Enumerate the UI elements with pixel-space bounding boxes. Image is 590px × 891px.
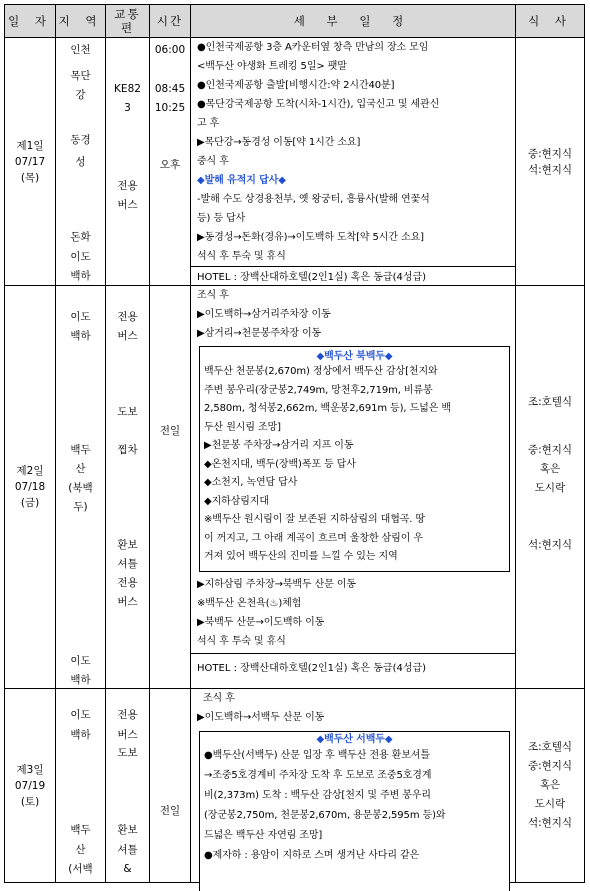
schedule-line: 2,580m, 청석봉2,662m, 백운봉2,691m 등), 드넓은 백 bbox=[204, 403, 451, 414]
schedule-line: 거져 있어 백두산의 진미를 느낄 수 있는 지역 bbox=[204, 551, 398, 562]
region-text: 이도 bbox=[70, 251, 91, 263]
transport-text: 도보 bbox=[117, 747, 138, 759]
header-transport: 교통편 bbox=[106, 5, 150, 38]
region-text: (북백 bbox=[68, 482, 93, 494]
schedule-line: 두산 원시림 조망] bbox=[204, 421, 281, 433]
time-text: 06:00 bbox=[154, 44, 186, 56]
west-baekdu-box bbox=[199, 731, 510, 891]
header-schedule: 세 부 일 정 bbox=[191, 5, 516, 38]
transport-text: 전용 bbox=[117, 577, 138, 589]
schedule-line: 등) 등 답사 bbox=[197, 213, 246, 224]
header-time: 시간 bbox=[150, 5, 191, 38]
divider bbox=[191, 653, 515, 654]
transport-text: 셔틀 bbox=[117, 844, 138, 856]
schedule-line: ◆온천지대, 백두(장백)폭포 등 답사 bbox=[204, 458, 356, 470]
meal-text: 혹은 bbox=[539, 779, 561, 791]
itinerary-table bbox=[4, 4, 585, 883]
day2-region bbox=[56, 286, 106, 689]
transport-text: 전용 bbox=[117, 709, 138, 721]
region-text: 백두 bbox=[70, 444, 91, 456]
transport-text: 찝차 bbox=[117, 444, 138, 456]
time-text: 오후 bbox=[159, 159, 181, 171]
header-date: 일 자 bbox=[5, 5, 56, 38]
schedule-line: 이 꺼지고, 그 아래 계곡이 흐르며 울창한 삼림이 우 bbox=[204, 532, 423, 544]
schedule-line: ※백두산 원시림이 잘 보존된 지하삼림의 대협곡. 땅 bbox=[204, 514, 426, 525]
schedule-line: 주변 봉우리(장군봉2,749m, 망천후2,719m, 비류봉 bbox=[204, 384, 433, 396]
schedule-line: ●목단강국제공항 도착(시차-1시간), 입국신고 및 세관신 bbox=[197, 99, 440, 110]
region-text: 강 bbox=[75, 89, 86, 101]
meal-text: 조:호텔식 bbox=[527, 396, 573, 408]
transport-text: 도보 bbox=[117, 406, 138, 418]
header-region: 지 역 bbox=[56, 5, 106, 38]
day3-time bbox=[150, 689, 191, 883]
day3-meals bbox=[516, 689, 585, 883]
day1-weekday-label: (목) bbox=[20, 171, 40, 184]
schedule-line: <백두산 야생화 트레킹 5일> 팻말 bbox=[197, 61, 347, 72]
transport-text: & bbox=[123, 863, 132, 875]
transport-text: 환보 bbox=[117, 824, 138, 836]
day1-transport bbox=[106, 38, 150, 286]
time-text: 08:45 bbox=[154, 83, 186, 95]
day1-region bbox=[56, 38, 106, 286]
day3-schedule bbox=[191, 689, 516, 883]
day2-transport bbox=[106, 286, 150, 689]
region-text: 목단 bbox=[70, 70, 91, 82]
schedule-line: ◆소천지, 녹연담 답사 bbox=[204, 477, 298, 488]
hotel-info: HOTEL : 장백산대하호텔(2인1실) 혹은 동급(4성급) bbox=[197, 663, 427, 674]
region-text: 산 bbox=[75, 463, 86, 475]
north-baekdu-box bbox=[199, 346, 510, 572]
day1-time bbox=[150, 38, 191, 286]
schedule-line: ▶동경성→돈화(경유)→이도백하 도착[약 5시간 소요] bbox=[197, 232, 424, 243]
schedule-line: ●인천국제공항 3층 A카운터옆 창측 만남의 장소 모임 bbox=[197, 42, 429, 53]
schedule-line: ▶이도백하→삼거리주차장 이동 bbox=[197, 309, 331, 320]
schedule-line: 석식 후 투숙 및 휴식 bbox=[197, 636, 286, 647]
day3-date bbox=[5, 689, 56, 883]
divider bbox=[191, 266, 515, 267]
region-text: 동경 bbox=[70, 134, 91, 146]
schedule-line: -발해 수도 상경용천부, 옛 왕궁터, 흥륭사(발해 연꽃석 bbox=[197, 194, 430, 205]
schedule-line: 고 후 bbox=[197, 118, 220, 129]
meal-text: 도시락 bbox=[534, 798, 566, 810]
schedule-line: ※백두산 온천욕(♨)체험 bbox=[197, 598, 302, 609]
day2-date bbox=[5, 286, 56, 689]
meal-text: 석:현지식 bbox=[527, 817, 573, 829]
day1-date-label: 07/17 bbox=[14, 155, 46, 168]
day2-day-label: 제2일 bbox=[16, 465, 44, 477]
transport-text: 버스 bbox=[117, 199, 138, 211]
schedule-line: ◆지하삼림지대 bbox=[204, 495, 269, 507]
meal-text: 중:현지식 bbox=[527, 147, 573, 160]
transport-text: 전용 bbox=[117, 311, 138, 323]
transport-text: 버스 bbox=[117, 330, 138, 342]
day3-region bbox=[56, 689, 106, 883]
day3-weekday-label: (토) bbox=[20, 795, 40, 808]
time-text: 전일 bbox=[159, 425, 181, 437]
meal-text: 중:현지식 bbox=[527, 760, 573, 772]
schedule-line: 조식 후 bbox=[203, 693, 235, 704]
transport-text: 환보 bbox=[117, 539, 138, 551]
day2-schedule bbox=[191, 286, 516, 689]
schedule-line: 조식 후 bbox=[197, 290, 229, 301]
day1-day-label: 제1일 bbox=[16, 139, 44, 152]
schedule-line: ▶천문봉 주차장→삼거리 지프 이동 bbox=[204, 440, 354, 451]
schedule-line: 비(2,373m) 도착 : 백두산 감상[천지 및 주변 봉우리 bbox=[204, 790, 431, 801]
region-text: 백하 bbox=[70, 729, 91, 741]
meal-text: 도시락 bbox=[534, 482, 566, 494]
meal-text: 석:현지식 bbox=[527, 163, 573, 176]
schedule-line: ▶목단강→동경성 이동[약 1시간 소요] bbox=[197, 137, 361, 148]
region-text: 백하 bbox=[70, 270, 91, 282]
region-text: 돈화 bbox=[70, 231, 91, 243]
meal-text: 석:현지식 bbox=[527, 539, 573, 551]
hotel-info: HOTEL : 장백산대하호텔(2인1실) 혹은 동급(4성급) bbox=[197, 272, 427, 283]
region-text: 이도 bbox=[70, 709, 91, 721]
region-text: 이도 bbox=[70, 311, 91, 323]
region-text: (서백 bbox=[68, 863, 93, 875]
day2-date-label: 07/18 bbox=[14, 481, 46, 493]
day3-day-label: 제3일 bbox=[16, 763, 44, 776]
schedule-line: ●백두산(서백두) 산문 입장 후 백두산 전용 환보셔틀 bbox=[204, 750, 430, 761]
region-text: 백두 bbox=[70, 824, 91, 836]
schedule-line: ▶지하삼림 주차장→북백두 산문 이동 bbox=[197, 579, 356, 590]
region-text: 백하 bbox=[70, 330, 91, 342]
section-heading: ◆발해 유적지 답사◆ bbox=[197, 175, 286, 186]
time-text: 전일 bbox=[159, 805, 181, 817]
day1-date bbox=[5, 38, 56, 286]
transport-text: 전용 bbox=[117, 180, 138, 192]
schedule-line: →조중5호경계비 주차장 도착 후 도보로 조중5호경계 bbox=[204, 770, 432, 781]
meal-text: 혹은 bbox=[539, 463, 561, 475]
schedule-line: ●제자하 : 용암이 지하로 스며 생겨난 사다리 같은 bbox=[204, 850, 420, 861]
schedule-line: (장군봉2,750m, 천문봉2,670m, 용문봉2,595m 등)와 bbox=[204, 810, 446, 821]
day1-schedule bbox=[191, 38, 516, 286]
transport-text: 버스 bbox=[117, 729, 138, 741]
schedule-line: 드넓은 백두산 자연림 조망] bbox=[204, 830, 323, 841]
region-text: 인천 bbox=[70, 44, 91, 56]
region-text: 성 bbox=[75, 156, 86, 168]
transport-text: 버스 bbox=[117, 596, 138, 608]
meal-text: 중:현지식 bbox=[527, 444, 573, 456]
region-text: 백하 bbox=[70, 674, 91, 686]
flight-number: 3 bbox=[124, 102, 131, 114]
schedule-line: 석식 후 투숙 및 휴식 bbox=[197, 251, 286, 262]
transport-text: 셔틀 bbox=[117, 558, 138, 570]
schedule-line: ▶북백두 산문→이도백하 이동 bbox=[197, 617, 325, 628]
schedule-line: ▶이도백하→서백두 산문 이동 bbox=[197, 712, 325, 723]
day2-time bbox=[150, 286, 191, 689]
region-text: 이도 bbox=[70, 655, 91, 667]
schedule-line: ●인천국제공항 출발[비행시간:약 2시간40분] bbox=[197, 80, 395, 91]
flight-number: KE82 bbox=[114, 83, 141, 95]
region-text: 두) bbox=[73, 501, 88, 513]
schedule-line: ▶삼거리→천문봉주차장 이동 bbox=[197, 328, 322, 339]
day2-meals bbox=[516, 286, 585, 689]
time-text: 10:25 bbox=[154, 102, 186, 114]
day2-weekday-label: (금) bbox=[20, 497, 40, 509]
day3-transport bbox=[106, 689, 150, 883]
header-meal: 식 사 bbox=[516, 5, 585, 38]
section-heading: ◆백두산 북백두◆ bbox=[316, 351, 393, 362]
meal-text: 조:호텔식 bbox=[527, 741, 573, 753]
schedule-line: 중식 후 bbox=[197, 156, 229, 167]
section-heading: ◆백두산 서백두◆ bbox=[316, 734, 393, 745]
region-text: 산 bbox=[75, 844, 86, 856]
day1-meals bbox=[516, 38, 585, 286]
day3-date-label: 07/19 bbox=[14, 779, 46, 792]
schedule-line: 백두산 천문봉(2,670m) 정상에서 백두산 감상[천지와 bbox=[204, 366, 438, 377]
